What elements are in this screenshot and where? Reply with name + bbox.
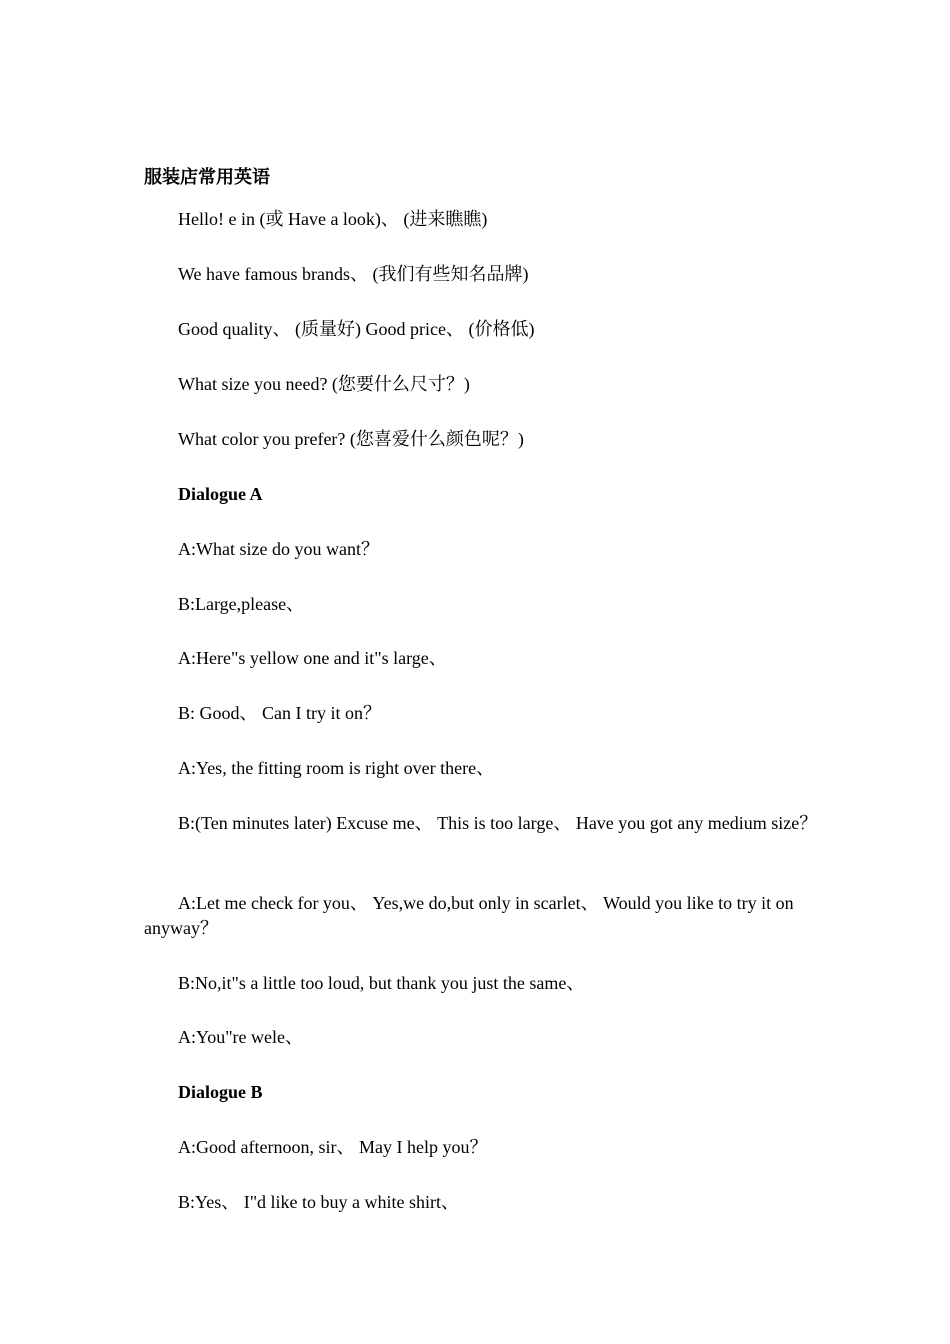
dialogue-a-heading: Dialogue A: [178, 484, 263, 504]
dialogue-line: A:Good afternoon, sir、 May I help you？: [178, 1137, 488, 1157]
dialogue-line: B:No,it"s a little too loud, but thank you just the same、: [178, 973, 585, 993]
dialogue-line: B:Yes、 I"d like to buy a white shirt、: [178, 1192, 460, 1212]
phrase-line: We have famous brands、 (我们有些知名品牌): [178, 264, 529, 284]
dialogue-line: B: Good、 Can I try it on？: [178, 703, 381, 723]
phrase-line: What size you need? (您要什么尺寸？): [178, 374, 470, 394]
dialogue-line: B:(Ten minutes later) Excuse me、 This is too large、 Have you got any medium size？: [178, 813, 818, 833]
dialogue-line: A:You"re wele、: [178, 1027, 304, 1047]
dialogue-line: A:What size do you want？: [178, 539, 379, 559]
phrase-line: Hello! e in (或 Have a look)、 (进来瞧瞧): [178, 209, 488, 229]
dialogue-b-heading: Dialogue B: [178, 1082, 263, 1102]
phrase-line: Good quality、 (质量好) Good price、 (价格低): [178, 319, 535, 339]
phrase-line: What color you prefer? (您喜爱什么颜色呢？): [178, 429, 524, 449]
dialogue-line: A:Let me check for you、 Yes,we do,but only in scarlet、 Would you like to try it on anyway？: [144, 893, 794, 938]
dialogue-line: A:Here"s yellow one and it"s large、: [178, 648, 447, 668]
page-title: 服装店常用英语: [144, 167, 270, 188]
dialogue-line: A:Yes, the fitting room is right over there、: [178, 758, 495, 778]
dialogue-line: B:Large,please、: [178, 594, 305, 614]
